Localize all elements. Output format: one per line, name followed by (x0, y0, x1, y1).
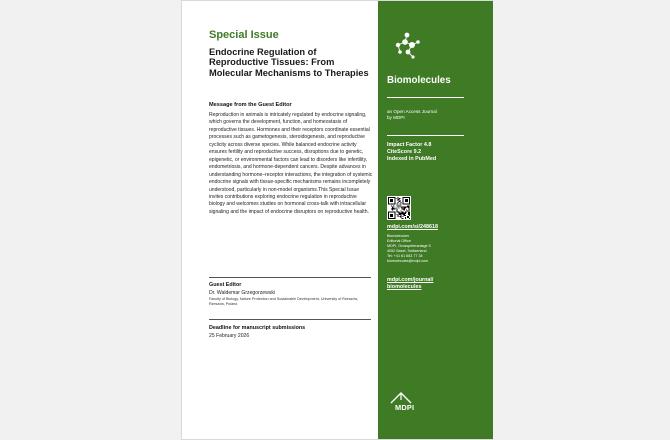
message-heading: Message from the Guest Editor (209, 102, 292, 108)
message-text: Reproduction in animals is intricately regulated by endocrine signaling, which governs the development, function, and homeostasis of reproductive tissues. Hormones and their receptors coordinate essential processes such as gametogenesis, steroidogenesis, and reproductive cyclicity across diverse species. While balanced endocrine activity ensures fertility and reproductive success, disruptions due to genetic, epigenetic, or environmental factors can lead to disorders like infertility, endometriosis, and hormone-dependent cancers. Despite advances in understanding hormone–receptor interactions, the integration of systemic endocrine signals with tissue-specific mechanisms remains incompletely understood, particularly in non-model organisms.This Special Issue invites contributions exploring endocrine regulation in reproductive biology and welcomes studies on hormonal cross-talk with intracellular signaling and the impact of endocrine disruptors on reproductive health. (209, 112, 373, 215)
mdpi-logo-icon (388, 391, 424, 422)
office-phone: Tel: +41 61 683 77 34 (387, 253, 423, 258)
office-journal: Biomolecules (387, 234, 409, 238)
flyer-page (181, 0, 493, 440)
guest-editor-heading: Guest Editor (209, 282, 242, 288)
indexing: Indexed in PubMed (387, 155, 437, 162)
open-access-note (387, 109, 477, 121)
citescore: CiteScore 9.2 (387, 148, 422, 155)
journal-link-line[interactable]: mdpi.com/journal/ (387, 277, 434, 283)
journal-metrics (387, 142, 487, 162)
publisher-line: by MDPI (387, 115, 405, 120)
deadline-date: 25 February 2026 (209, 333, 250, 339)
qr-code-icon (387, 196, 411, 220)
guest-editor-name: Dr. Waldemar Grzegorzewski (209, 290, 276, 296)
divider (209, 277, 371, 278)
publisher-logo-text: MDPI (395, 403, 415, 412)
special-issue-label: Special Issue (209, 29, 279, 41)
special-issue-link[interactable]: mdpi.com/si/248618 (387, 224, 438, 230)
impact-factor: Impact Factor 4.8 (387, 142, 432, 148)
journal-link-line[interactable]: biomolecules (387, 283, 422, 290)
office-email[interactable]: biomolecules@mdpi.com (387, 258, 429, 263)
journal-link[interactable] (387, 277, 467, 290)
guest-editor-affiliation: Faculty of Biology, Nature Protection and Sustainable Development, University of Rzeszów, Rzeszów, Poland (209, 297, 358, 306)
office-title: Editorial Office (387, 238, 411, 243)
journal-name: Biomolecules (387, 75, 451, 86)
special-issue-title: Endocrine Regulation of Reproductive Tissues: From Molecular Mechanisms to Therapies (209, 47, 369, 78)
divider (387, 135, 464, 136)
biomolecules-logo-icon (392, 31, 422, 61)
deadline-heading: Deadline for manuscript submissions (209, 325, 306, 331)
office-city: 4052 Basel, Switzerland (387, 248, 427, 253)
editorial-office (387, 234, 487, 263)
office-address: MDPI, Grosspeteranlage 5 (387, 243, 431, 248)
journal-sidebar (378, 1, 493, 439)
left-column (182, 1, 378, 439)
divider (209, 319, 371, 320)
open-access-line: an Open Access Journal (387, 109, 437, 114)
divider (387, 97, 464, 98)
